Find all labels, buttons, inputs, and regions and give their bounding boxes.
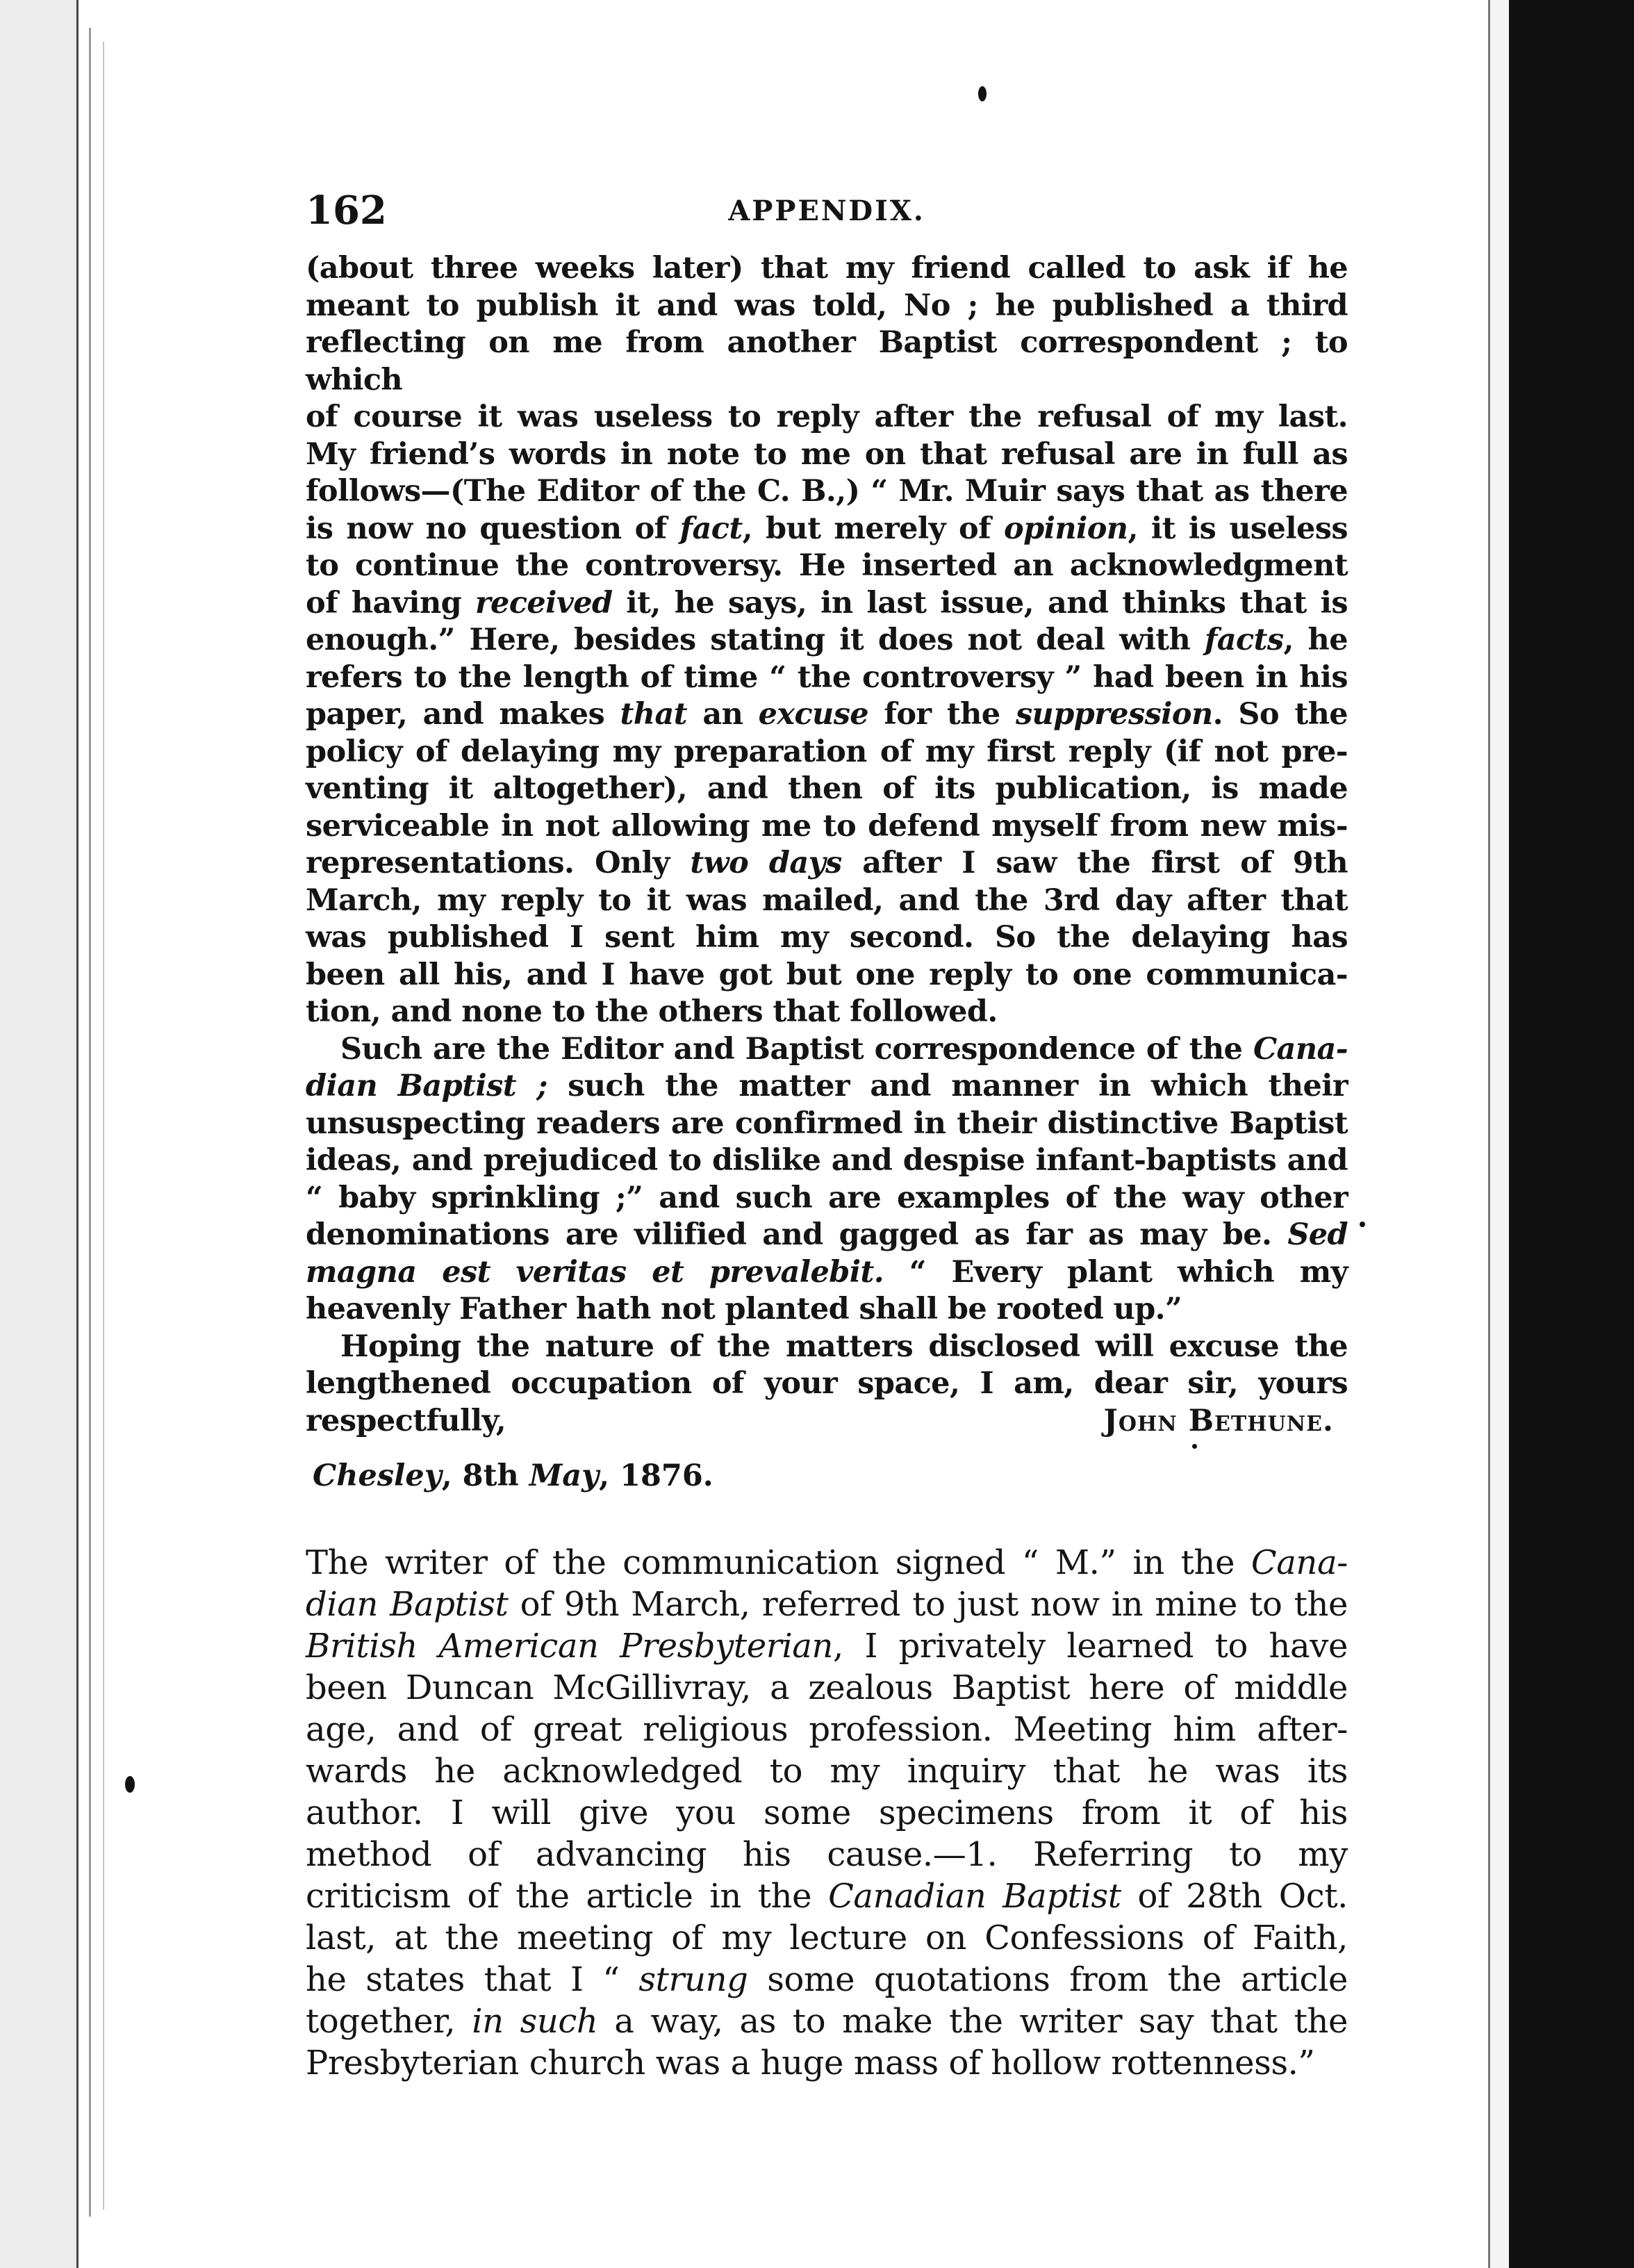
text-line bbox=[306, 2000, 1348, 2042]
italic-word: opinion bbox=[1004, 511, 1128, 546]
text-line bbox=[306, 1584, 1348, 1625]
italic-phrase: British American Presbyterian bbox=[306, 1626, 834, 1666]
italic-word: dian Baptist ; bbox=[306, 1069, 547, 1103]
italic-phrase: Canadian Baptist bbox=[828, 1876, 1121, 1916]
text-run: Such are the Editor and Baptist correspondence of the bbox=[340, 1031, 1253, 1067]
text-line: Presbyterian church was a huge mass of hollow rottenness.” bbox=[306, 2043, 1315, 2082]
text-run: for the bbox=[868, 697, 1016, 732]
text-run: of 9th March, referred to just now in mine to the bbox=[508, 1584, 1348, 1624]
italic-word: suppression bbox=[1015, 697, 1213, 732]
italic-word: facts bbox=[1204, 623, 1284, 657]
text-run: enough.” Here, besides stating it does not deal with bbox=[306, 623, 1205, 657]
text-line: last, at the meeting of my lecture on Confessions of Faith, bbox=[306, 1918, 1348, 1957]
scan-page-edge-line bbox=[89, 28, 91, 2217]
letter-paragraph-3 bbox=[306, 1329, 1348, 1403]
scan-page-edge-line bbox=[103, 42, 104, 2210]
text-run: paper, and makes bbox=[306, 697, 620, 732]
text-line bbox=[306, 1959, 1348, 2000]
commentary-paragraph-1 bbox=[306, 1542, 1348, 2084]
text-run: after I saw the first of 9th bbox=[841, 846, 1348, 880]
text-line: method of advancing his cause.—1. Referring to my bbox=[306, 1834, 1348, 1874]
text-line: of course it was useless to reply after the refusal of my last. bbox=[306, 400, 1348, 434]
text-line: serviceable in not allowing me to defend myself from new mis- bbox=[306, 808, 1348, 844]
letter-paragraph-1 bbox=[306, 250, 1348, 1031]
text-line: follows—(The Editor of the C. B.,) “ Mr. Muir says that as there bbox=[306, 474, 1348, 509]
text-line: unsuspecting readers are confirmed in their distinctive Baptist bbox=[306, 1106, 1348, 1141]
text-run: a way, as to make the writer say that the bbox=[597, 2001, 1348, 2041]
text-line bbox=[306, 622, 1348, 659]
italic-word: Cana- bbox=[1253, 1031, 1348, 1067]
italic-word: dian Baptist bbox=[306, 1584, 509, 1624]
text-run: denominations are vilified and gagged as far as may be. bbox=[306, 1217, 1288, 1252]
signature: John Bethune. bbox=[1103, 1403, 1334, 1438]
text-line: reflecting on me from another Baptist correspondent ; to which bbox=[306, 325, 1348, 397]
scan-speck bbox=[978, 86, 987, 101]
text-line bbox=[306, 511, 1348, 548]
scan-speck bbox=[1360, 1222, 1365, 1227]
italic-word: Cana- bbox=[1251, 1543, 1348, 1582]
text-run: some quotations from the article bbox=[748, 1959, 1348, 1999]
text-line bbox=[306, 585, 1348, 623]
text-line: heavenly Father hath not planted shall be rooted up.” bbox=[306, 1292, 1182, 1326]
text-run: he states that I “ bbox=[306, 1959, 639, 1999]
text-line: policy of delaying my preparation of my first reply (if not pre- bbox=[306, 734, 1348, 769]
text-line bbox=[306, 1625, 1348, 1667]
book-page bbox=[306, 188, 1348, 2084]
text-run: , I privately learned to have bbox=[833, 1626, 1348, 1666]
text-line: tion, and none to the others that followed. bbox=[306, 994, 998, 1029]
scan-speck bbox=[125, 1776, 135, 1793]
text-line bbox=[306, 1068, 1348, 1106]
italic-word: two days bbox=[690, 846, 842, 880]
text-line: refers to the length of time “ the controversy ” had been in his bbox=[306, 659, 1348, 695]
text-line: meant to publish it and was told, No ; he published a third bbox=[306, 288, 1348, 323]
dateline-place: Chesley bbox=[313, 1458, 442, 1493]
text-run: an bbox=[686, 697, 759, 732]
text-line bbox=[306, 1031, 1348, 1069]
text-line bbox=[306, 1254, 1348, 1292]
signoff-line bbox=[306, 1403, 1348, 1440]
dateline-month: May bbox=[529, 1458, 600, 1493]
text-line: March, my reply to it was mailed, and the 3rd day after that bbox=[306, 882, 1348, 918]
text-run: . So the bbox=[1212, 697, 1348, 732]
italic-word: received bbox=[475, 585, 613, 621]
text-run: criticism of the article in the bbox=[306, 1876, 829, 1916]
text-line bbox=[306, 845, 1348, 882]
text-run: together, bbox=[306, 2001, 472, 2041]
commentary-text bbox=[306, 1542, 1348, 2084]
text-line: (about three weeks later) that my friend called to ask if he bbox=[306, 251, 1348, 286]
text-run: representations. Only bbox=[306, 846, 691, 880]
italic-phrase: magna est veritas et prevalebit. bbox=[306, 1254, 884, 1290]
running-title: APPENDIX. bbox=[728, 195, 925, 227]
closing: respectfully, bbox=[306, 1403, 506, 1438]
text-line: author. I will give you some specimens from it of his bbox=[306, 1793, 1348, 1832]
italic-word: that bbox=[620, 697, 687, 732]
italic-word: Sed bbox=[1287, 1217, 1348, 1252]
text-line: My friend’s words in note to me on that refusal are in full as bbox=[306, 436, 1348, 472]
italic-word: strung bbox=[638, 1959, 748, 1999]
running-head bbox=[306, 188, 1348, 250]
text-line: lengthened occupation of your space, I am, dear sir, yours bbox=[306, 1366, 1348, 1401]
text-run: is now no question of bbox=[306, 511, 680, 546]
text-line: to continue the controversy. He inserted an acknowledgment bbox=[306, 548, 1348, 583]
text-run: , it is useless bbox=[1128, 511, 1348, 546]
scan-left-margin bbox=[0, 0, 79, 2268]
letter-text bbox=[306, 250, 1348, 1440]
text-line: been Duncan McGillivray, a zealous Baptist here of middle bbox=[306, 1668, 1348, 1707]
text-line: Hoping the nature of the matters disclosed will excuse the bbox=[340, 1329, 1348, 1364]
text-line: been all his, and I have got but one reply to one communica- bbox=[306, 957, 1348, 992]
text-line bbox=[306, 696, 1348, 734]
text-run: The writer of the communication signed “ M.” in the bbox=[306, 1543, 1251, 1582]
text-line: was published I sent him my second. So the delaying has bbox=[306, 920, 1348, 955]
page-number: 162 bbox=[306, 188, 387, 233]
italic-word: fact bbox=[679, 511, 743, 546]
text-line bbox=[306, 1217, 1348, 1254]
scan-right-edge bbox=[1509, 0, 1634, 2268]
text-run: , he bbox=[1283, 623, 1348, 657]
text-line: “ baby sprinkling ;” and such are examples of the way other bbox=[306, 1180, 1348, 1215]
text-run: , 1876. bbox=[599, 1458, 713, 1493]
text-run: of 28th Oct. bbox=[1121, 1876, 1348, 1916]
scan-right-gap bbox=[1488, 0, 1511, 2268]
italic-phrase: in such bbox=[472, 2001, 598, 2041]
text-line bbox=[306, 1875, 1348, 1917]
text-run: of having bbox=[306, 585, 475, 621]
letter-paragraph-2 bbox=[306, 1031, 1348, 1329]
text-run: such the matter and manner in which their bbox=[547, 1069, 1348, 1103]
text-line: wards he acknowledged to my inquiry that he was its bbox=[306, 1751, 1348, 1791]
text-line bbox=[306, 1542, 1348, 1584]
text-run: “ Every plant which my bbox=[884, 1254, 1348, 1290]
text-line: venting it altogether), and then of its publication, is made bbox=[306, 771, 1348, 806]
text-line: ideas, and prejudiced to dislike and despise infant-baptists and bbox=[306, 1143, 1348, 1178]
text-run: it, he says, in last issue, and thinks that is bbox=[612, 585, 1348, 621]
dateline bbox=[313, 1457, 1348, 1495]
text-run: , but merely of bbox=[742, 511, 1005, 546]
italic-word: excuse bbox=[758, 697, 869, 732]
text-run: , 8th bbox=[441, 1458, 529, 1493]
text-line: age, and of great religious profession. Meeting him after- bbox=[306, 1709, 1348, 1749]
